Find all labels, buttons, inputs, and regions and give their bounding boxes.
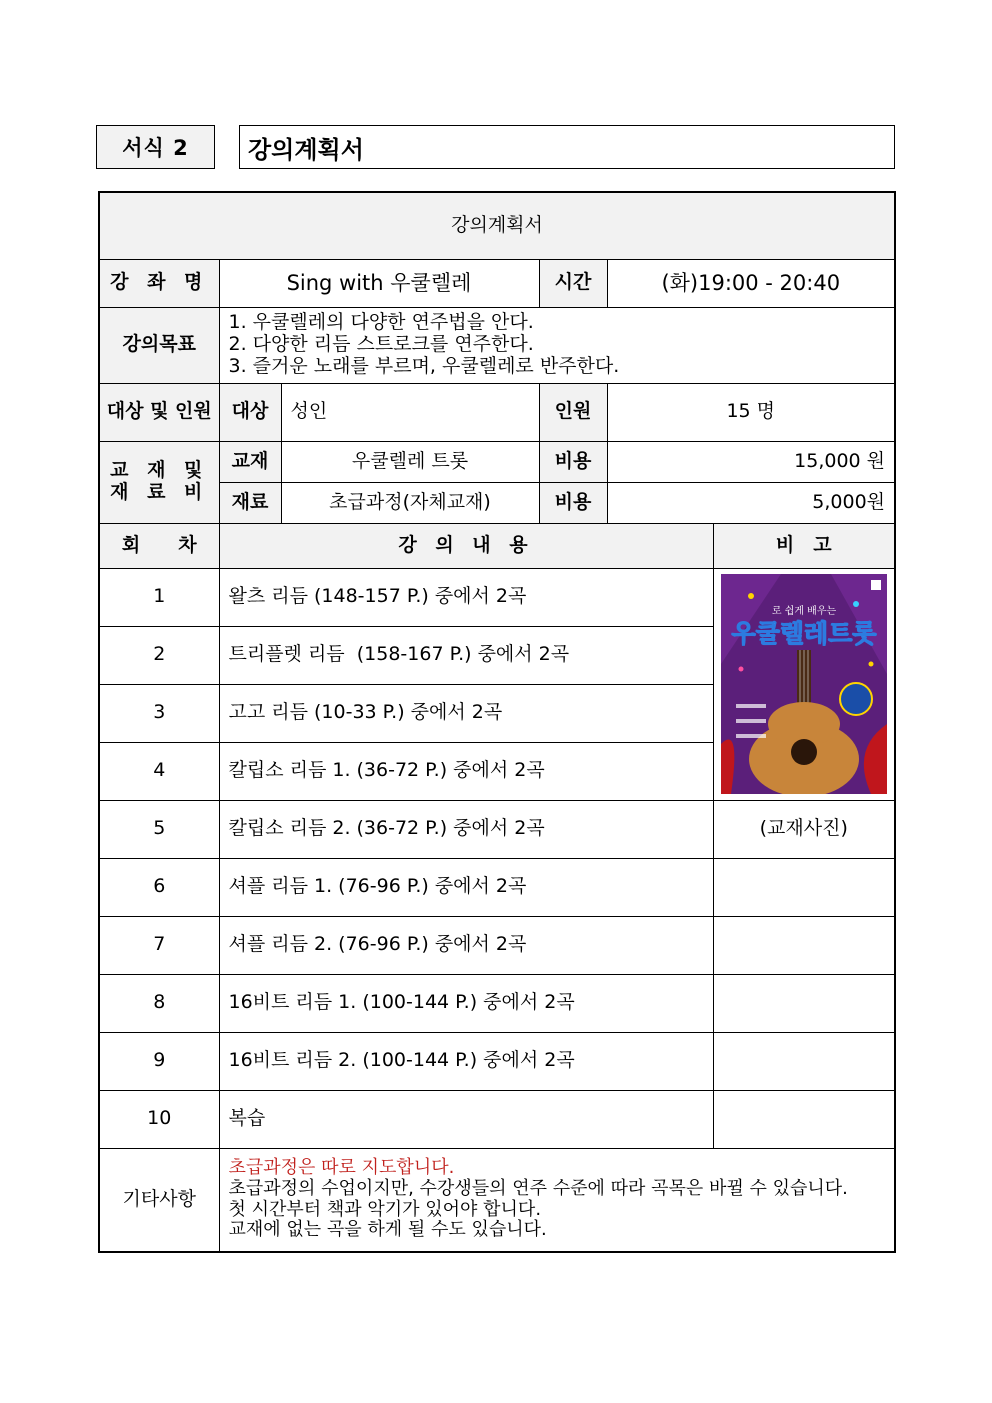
time-label: 시간 <box>539 259 607 307</box>
materials-cost-label <box>99 441 219 523</box>
materials-label-line: 재 료 비 <box>110 481 209 503</box>
other-notes <box>219 1148 895 1252</box>
course-name-value: Sing with 우쿨렐레 <box>219 259 539 307</box>
session-number: 4 <box>99 742 219 800</box>
document-title: 강의계획서 <box>99 192 895 259</box>
note-item: 교재에 없는 곡을 하게 될 수도 있습니다. <box>228 1219 547 1241</box>
cover-title: 우쿨렐레트롯 <box>731 619 877 648</box>
remarks-cell <box>713 1032 895 1090</box>
content-header: 강 의 내 용 <box>219 523 713 568</box>
form-title: 강의계획서 <box>239 125 895 169</box>
goal-item: 3. 즐거운 노래를 부르며, 우쿨렐레로 반주한다. <box>228 354 620 377</box>
material-cost-value: 5,000원 <box>607 482 895 523</box>
session-content: 칼립소 리듬 2. (36-72 P.) 중에서 2곡 <box>219 800 713 858</box>
session-header: 회 차 <box>99 523 219 568</box>
lecture-plan-table <box>98 191 896 1253</box>
materials-label-line: 교 재 및 <box>110 459 209 482</box>
book-cover-cell <box>713 568 895 800</box>
remarks-cell <box>713 858 895 916</box>
session-number: 2 <box>99 626 219 684</box>
course-name-label: 강 좌 명 <box>99 259 219 307</box>
material-cost-label: 비용 <box>539 482 607 523</box>
remarks-cell <box>713 1090 895 1148</box>
session-number: 8 <box>99 974 219 1032</box>
session-number: 1 <box>99 568 219 626</box>
note-item: 초급과정의 수업이지만, 수강생들의 연주 수준에 따라 곡목은 바뀔 수 있습니다. <box>228 1178 848 1200</box>
target-label: 대상 <box>219 383 281 441</box>
goals-list <box>219 307 895 383</box>
goal-item: 1. 우쿨렐레의 다양한 연주법을 안다. <box>228 311 534 334</box>
time-value: (화)19:00 - 20:40 <box>607 259 895 307</box>
session-content: 왈츠 리듬 (148-157 P.) 중에서 2곡 <box>219 568 713 626</box>
session-content: 복습 <box>219 1090 713 1148</box>
session-content: 셔플 리듬 1. (76-96 P.) 중에서 2곡 <box>219 858 713 916</box>
remarks-cell <box>713 916 895 974</box>
textbook-cost-label: 비용 <box>539 441 607 482</box>
remarks-cell <box>713 974 895 1032</box>
target-value: 성인 <box>281 383 539 441</box>
session-number: 5 <box>99 800 219 858</box>
session-content: 16비트 리듬 2. (100-144 P.) 중에서 2곡 <box>219 1032 713 1090</box>
session-content: 칼립소 리듬 1. (36-72 P.) 중에서 2곡 <box>219 742 713 800</box>
goal-item: 2. 다양한 리듬 스트로크를 연주한다. <box>228 333 534 356</box>
count-label: 인원 <box>539 383 607 441</box>
goals-label: 강의목표 <box>99 307 219 383</box>
remarks-header: 비 고 <box>713 523 895 568</box>
cover-subtitle: 로 쉽게 배우는 <box>771 606 836 617</box>
session-number: 9 <box>99 1032 219 1090</box>
textbook-label: 교재 <box>219 441 281 482</box>
note-item: 초급과정은 따로 지도합니다. <box>228 1157 455 1179</box>
session-number: 10 <box>99 1090 219 1148</box>
session-content: 셔플 리듬 2. (76-96 P.) 중에서 2곡 <box>219 916 713 974</box>
textbook-value: 우쿨렐레 트롯 <box>281 441 539 482</box>
session-number: 7 <box>99 916 219 974</box>
session-content: 트리플렛 리듬 (158-167 P.) 중에서 2곡 <box>219 626 713 684</box>
form-label: 서식 2 <box>96 125 215 169</box>
session-number: 6 <box>99 858 219 916</box>
book-cover-image <box>721 574 887 794</box>
material-value: 초급과정(자체교재) <box>281 482 539 523</box>
other-notes-label: 기타사항 <box>99 1148 219 1252</box>
textbook-cost-value: 15,000 원 <box>607 441 895 482</box>
count-value: 15 명 <box>607 383 895 441</box>
session-content: 16비트 리듬 1. (100-144 P.) 중에서 2곡 <box>219 974 713 1032</box>
material-label: 재료 <box>219 482 281 523</box>
session-number: 3 <box>99 684 219 742</box>
book-caption: (교재사진) <box>713 800 895 858</box>
target-count-label: 대상 및 인원 <box>99 383 219 441</box>
note-item: 첫 시간부터 책과 악기가 있어야 합니다. <box>228 1198 542 1220</box>
session-content: 고고 리듬 (10-33 P.) 중에서 2곡 <box>219 684 713 742</box>
